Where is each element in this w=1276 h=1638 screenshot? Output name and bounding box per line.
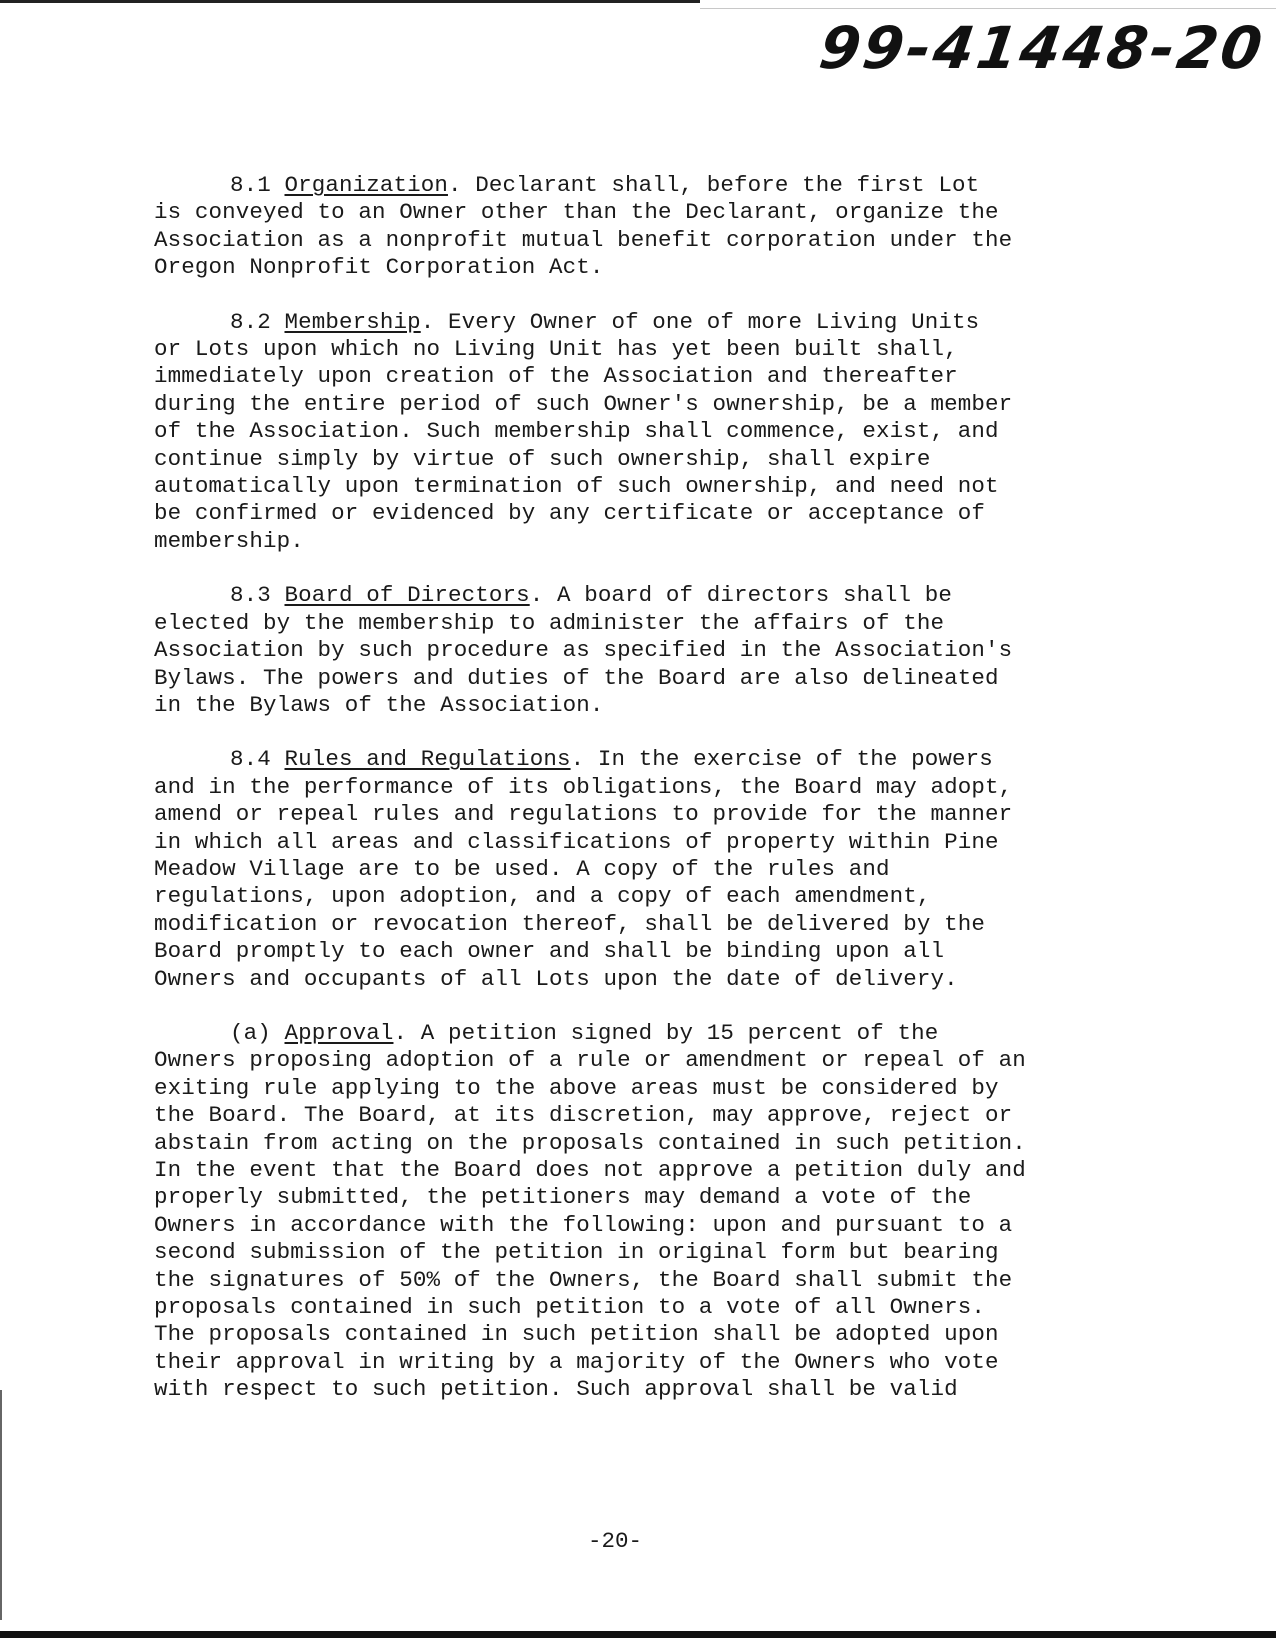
section-number: 8.1 <box>230 172 271 198</box>
document-body <box>154 172 1134 1431</box>
paragraph-membership <box>154 309 1134 556</box>
paragraph-first-line: . A board of directors shall be <box>529 582 952 609</box>
paragraph-first-line: . Every Owner of one of more Living Units <box>420 308 980 335</box>
paragraph-first-line: . Declarant shall, before the first Lot <box>447 172 980 198</box>
section-heading-membership: Membership <box>284 308 421 335</box>
section-heading-organization: Organization <box>284 172 448 198</box>
paragraph-text: elected by the membership to administer the affairs of the Association by such procedure as specified in the Association's Bylaws. The powers and duties of the Board are also delineated in the Bylaws of the Association. <box>154 609 1013 718</box>
paragraph-text: or Lots upon which no Living Unit has yet been built shall, immediately upon creation of the Association and thereafter during the entire period of such Owner's ownership, be a member of the Association. Such membership shall commence, exist, and continue simply by virtue of such ownership, shall expire automatically upon termination of such ownership, and need not be confirmed or evidenced by any certificate or acceptance of membership. <box>154 336 1013 554</box>
paragraph-first-line: . In the exercise of the powers <box>570 746 993 773</box>
paragraph-text: Owners proposing adoption of a rule or amendment or repeal of an exiting rule applying to the above areas must be considered by the Board. The Board, at its discretion, may approve, reject or abstain from acting on the proposals contained in such petition. In the event that the Board does not approve a petition duly and properly submitted, the petitioners may demand a vote of the Owners in accordance with the following: upon and pursuant to a second submission of the petition in original form but bearing the signatures of 50% of the Owners, the Board shall submit the proposals contained in such petition to a vote of all Owners. The proposals contained in such petition shall be adopted upon their approval in writing by a majority of the Owners who vote with respect to such petition. Such approval shall be valid <box>154 1047 1026 1403</box>
subsection-label: (a) <box>230 1019 271 1046</box>
section-heading-board-of-directors: Board of Directors <box>284 582 530 609</box>
paragraph-approval <box>154 1020 1134 1404</box>
handwritten-document-number: 99-41448-20 <box>815 14 1270 82</box>
paragraph-text: and in the performance of its obligations, the Board may adopt, amend or repeal rules and regulations to provide for the manner in which all areas and classifications of property within Pine Meadow Village are to be used. A copy of the rules and regulations, upon adoption, and a copy of each amendment, modification or revocation thereof, shall be delivered by the Board promptly to each owner and shall be binding upon all Owners and occupants of all Lots upon the date of delivery. <box>154 773 1013 992</box>
section-number: 8.3 <box>230 582 271 609</box>
section-number: 8.2 <box>230 308 271 335</box>
section-heading-approval: Approval <box>284 1019 394 1046</box>
page-number: -20- <box>588 1528 643 1554</box>
section-heading-rules-and-regulations: Rules and Regulations <box>284 746 571 773</box>
paragraph-first-line: . A petition signed by 15 percent of the <box>393 1019 939 1046</box>
scan-edge-mark <box>0 1390 2 1620</box>
paragraph-board-of-directors <box>154 582 1134 719</box>
top-rule-faint <box>700 8 1276 9</box>
section-number: 8.4 <box>230 746 271 773</box>
bottom-rule <box>0 1631 1276 1638</box>
top-rule <box>0 0 700 3</box>
paragraph-organization <box>154 172 1134 282</box>
paragraph-rules-and-regulations <box>154 746 1134 993</box>
paragraph-text: is conveyed to an Owner other than the Declarant, organize the Association as a nonprofit mutual benefit corporation under the Oregon Nonprofit Corporation Act. <box>154 199 1013 281</box>
